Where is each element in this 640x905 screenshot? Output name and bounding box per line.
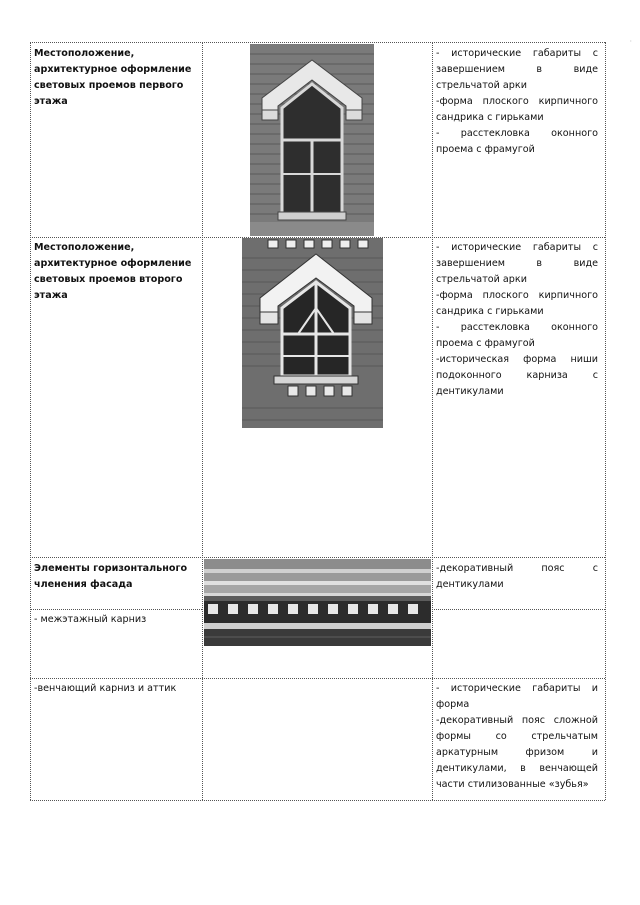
row-4-bottom-border [30,678,605,679]
table-top-border [30,42,605,43]
column-divider-1 [202,42,203,800]
second-floor-window-photo [242,238,383,428]
row-3-bottom-border-right [432,609,605,610]
table-right-border [605,42,606,800]
note-line: - исторические габариты с завершением в виде стрельчатой арки [436,48,598,91]
note-line: -историческая форма ниши подоконного карниза с дентикулами [436,354,598,397]
note-line: - исторические габариты с завершением в виде стрельчатой арки [436,242,598,285]
note-line: -форма плоского кирпичного сандрика с гирьками [436,96,598,123]
row-3-notes [436,561,598,593]
scan-mark: · [629,37,632,46]
note-line: - расстекловка оконного проема с фрамугой [436,322,598,349]
row-2-notes [436,240,598,400]
first-floor-window-photo [250,44,374,236]
row-5-notes [436,681,598,793]
row-1-label: Местоположение, архитектурное оформление световых проемов первого этажа [34,48,192,107]
table-left-border [30,42,31,800]
note-line: - расстекловка оконного проема с фрамугой [436,128,598,155]
column-divider-2 [432,42,433,800]
cornice-dentil-belt-photo [204,559,431,646]
row-4-label: - межэтажный карниз [34,614,147,625]
row-3-label: Элементы горизонтального членения фасада [34,563,188,590]
row-1-notes [436,46,598,158]
row-5-label: -венчающий карниз и аттик [34,683,177,694]
row-2-label: Местоположение, архитектурное оформление световых проемов второго этажа [34,242,192,301]
row-3-bottom-border-left [30,609,202,610]
note-line: - исторические габариты и форма [436,683,598,710]
note-line: -форма плоского кирпичного сандрика с гирьками [436,290,598,317]
note-line: -декоративный пояс с дентикулами [436,563,598,590]
note-line: -декоративный пояс сложной формы со стрельчатым аркатурным фризом и дентикулами, в венчающей части стилизованные «зубья» [436,715,598,790]
row-2-bottom-border [30,557,605,558]
table-bottom-border [30,800,605,801]
